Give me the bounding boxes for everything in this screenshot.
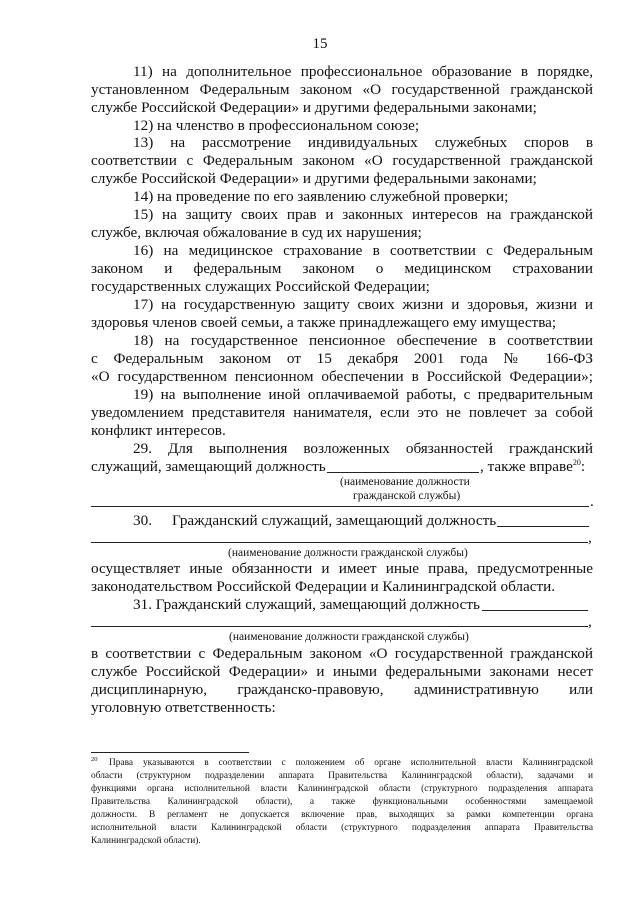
item-13-line-3: службе Российской Федерации» и другими федеральными законами; xyxy=(91,170,537,187)
also-entitled-text: , также вправе xyxy=(480,458,573,475)
para-29-line-2-start: служащий, замещающий должность xyxy=(91,458,326,475)
para-31-line-3: дисциплинарную, гражданско-правовую, административную или xyxy=(91,681,593,698)
para-31-line-2: службе Российской Федерации» и иными федеральными законами несет xyxy=(91,663,593,680)
item-12-line-1: 12) на членство в профессиональном союзе; xyxy=(133,117,420,134)
item-11-line-3: службе Российской Федерации» и другими федеральными законами; xyxy=(91,99,537,116)
item-17-line-2: здоровья членов своей семьи, а также принадлежащего ему имущества; xyxy=(91,314,557,331)
footnote-line-3: функциями органа исполнительной власти Калининградской области (структурного подразделения аппарата xyxy=(91,784,593,794)
para-29-line-1: 29. Для выполнения возложенных обязанностей гражданский xyxy=(133,440,593,457)
caption-29-line-1: (наименование должности xyxy=(340,476,470,488)
item-11-line-2: установленном Федеральным законом «О государственной гражданской xyxy=(91,81,593,98)
para-29-line-2-end xyxy=(480,458,585,476)
item-11-line-1: 11) на дополнительное профессиональное образование в порядке, xyxy=(133,63,593,80)
para-30-line-1: осуществляет иные обязанности и имеет иные права, предусмотренные xyxy=(91,560,593,577)
item-18-line-2: с Федеральным законом от 15 декабря 2001 года № 166-ФЗ xyxy=(91,350,593,367)
para-30-number: 30. xyxy=(133,512,152,529)
footnote-line-6: исполнительной власти Калининградской области (структурного подразделения аппарата Правительства xyxy=(91,823,593,833)
footnote-separator xyxy=(91,752,249,753)
blank-line-29 xyxy=(91,506,589,507)
para-31-comma: , xyxy=(588,613,592,630)
item-19-line-3: конфликт интересов. xyxy=(91,422,226,439)
item-13-line-1: 13) на рассмотрение индивидуальных служебных споров в xyxy=(133,134,593,151)
position-blank-29 xyxy=(327,472,479,473)
footnote-ref-20: 20 xyxy=(572,457,581,467)
item-13-line-2: соответствии с Федеральным законом «О государственной гражданской xyxy=(91,152,593,169)
para-30-text: Гражданский служащий, замещающий должность xyxy=(172,512,497,529)
item-17-line-1: 17) на государственную защиту своих жизни и здоровья, жизни и xyxy=(133,296,593,313)
footnote-line-1 xyxy=(91,757,593,770)
page-number: 15 xyxy=(312,36,328,52)
item-15-line-1: 15) на защиту своих прав и законных интересов на гражданской xyxy=(133,206,593,223)
item-19-line-2: уведомлением представителя нанимателя, если это не повлечет за собой xyxy=(91,404,593,421)
caption-31: (наименование должности гражданской службы) xyxy=(229,631,469,643)
footnote-line-2: области (структурном подразделении аппарата Правительства Калининградской области), задачами и xyxy=(91,771,593,781)
item-15-line-2: службе, включая обжалование в суд их нарушения; xyxy=(91,224,422,241)
caption-30: (наименование должности гражданской службы) xyxy=(228,547,468,559)
footnote-line-5: должности. В регламент не допускается включение прав, выходящих за рамки компетенции органа xyxy=(91,810,593,820)
item-16-line-2: законом и федеральным законом о медицинском страховании xyxy=(91,260,593,277)
item-18-line-3: «О государственном пенсионном обеспечении в Российской Федерации»; xyxy=(91,368,593,385)
footnote-text-1: Права указываются в соответствии с положением об органе исполнительной власти Калининградской xyxy=(108,758,594,768)
para-30-line-2: законодательством Российской Федерации и Калининградской области. xyxy=(91,578,556,595)
para-31-line-1: в соответствии с Федеральным законом «О государственной гражданской xyxy=(91,645,593,662)
item-18-line-1: 18) на государственное пенсионное обеспечение в соответствии xyxy=(133,332,593,349)
item-19-line-1: 19) на выполнение иной оплачиваемой работы, с предварительным xyxy=(133,386,593,403)
footnote-line-4: Правительства Калининградской области), а также функциональными особенностями замещаемой xyxy=(91,797,593,807)
colon: : xyxy=(580,458,586,475)
para-31-line-4: уголовную ответственность: xyxy=(91,699,276,716)
position-blank-30 xyxy=(497,526,589,527)
item-14-line-1: 14) на проведение по его заявлению служебной проверки; xyxy=(133,188,509,205)
item-16-line-3: государственных служащих Российской Федерации; xyxy=(91,278,430,295)
para-29-period: . xyxy=(590,493,594,510)
blank-line-30 xyxy=(91,542,588,543)
footnote-line-7: Калининградской области). xyxy=(91,836,201,846)
position-blank-31 xyxy=(482,610,588,611)
para-31-text: 31. Гражданский служащий, замещающий должность xyxy=(133,596,480,613)
para-30-comma: , xyxy=(588,529,592,546)
footnote-number: 20 xyxy=(91,755,98,763)
item-16-line-1: 16) на медицинское страхование в соответствии с Федеральным xyxy=(133,242,593,259)
blank-line-31 xyxy=(91,626,588,627)
caption-29-line-2: гражданской службы) xyxy=(353,490,461,502)
